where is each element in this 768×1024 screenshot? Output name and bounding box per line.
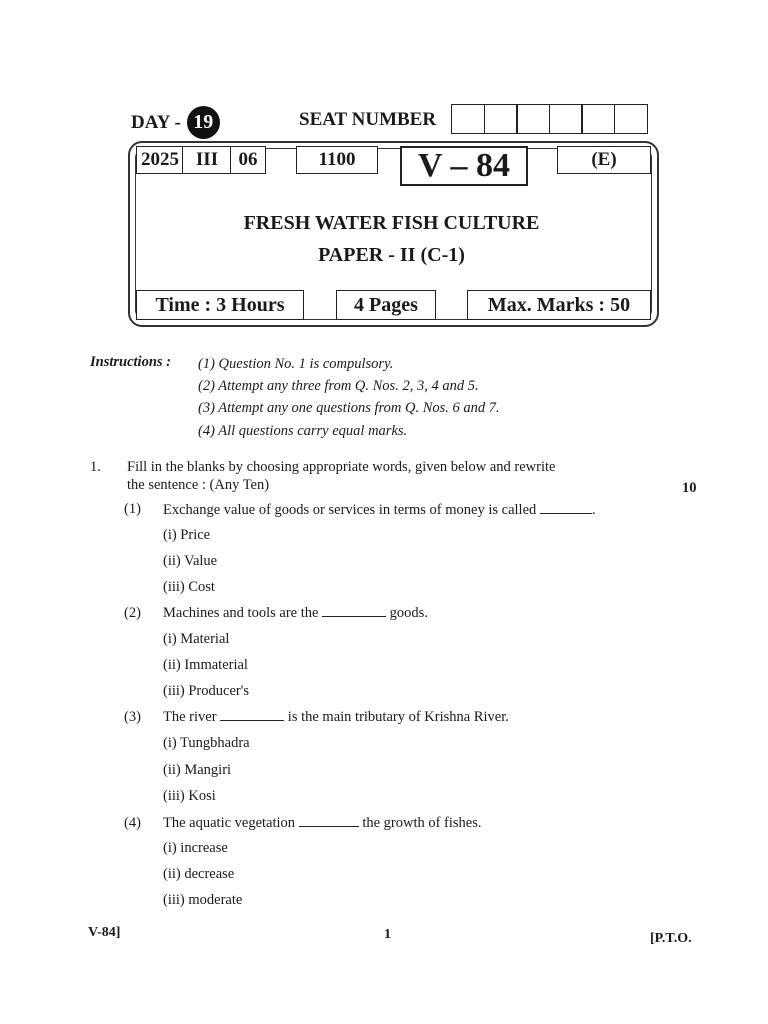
- answer-blank[interactable]: [220, 710, 284, 721]
- option: (i) increase: [163, 840, 228, 856]
- paper-title: PAPER - II (C-1): [318, 244, 465, 266]
- day-label: [131, 106, 220, 139]
- option: (i) Tungbhadra: [163, 735, 250, 751]
- option: (i) Price: [163, 527, 211, 543]
- subquestion-number: (2): [124, 605, 141, 621]
- instruction-item: (2) Attempt any three from Q. Nos. 2, 3, 4 and 5.: [198, 378, 479, 394]
- option: (ii) decrease: [163, 866, 235, 882]
- seat-box[interactable]: [451, 104, 485, 134]
- instruction-item: (1) Question No. 1 is compulsory.: [198, 356, 394, 372]
- answer-blank[interactable]: [299, 816, 359, 827]
- code-cell: 1100: [296, 146, 378, 174]
- seat-number-boxes[interactable]: [451, 104, 646, 134]
- question-text-line1: Fill in the blanks by choosing appropriate words, given below and rewrite: [127, 459, 556, 475]
- option: (ii) Immaterial: [163, 657, 248, 673]
- subquestion-text: The aquatic vegetation the growth of fishes.: [163, 815, 482, 831]
- subquestion-text: The river is the main tributary of Krishna River.: [163, 709, 509, 725]
- max-marks-cell: Max. Marks : 50: [467, 290, 651, 320]
- subquestion-number: (1): [124, 501, 141, 517]
- answer-blank[interactable]: [322, 606, 386, 617]
- time-cell: Time : 3 Hours: [136, 290, 304, 320]
- question-marks: 10: [682, 480, 697, 496]
- language-cell: (E): [557, 146, 651, 174]
- seat-box[interactable]: [581, 104, 615, 134]
- seat-box[interactable]: [516, 104, 550, 134]
- subquestion-number: (3): [124, 709, 141, 725]
- option: (i) Material: [163, 631, 230, 647]
- pages-cell: 4 Pages: [336, 290, 436, 320]
- subquestion-number: (4): [124, 815, 141, 831]
- instruction-item: (4) All questions carry equal marks.: [198, 423, 408, 439]
- seat-box[interactable]: [614, 104, 648, 134]
- answer-blank[interactable]: [540, 503, 592, 514]
- year-cell: 2025: [136, 146, 184, 174]
- roman-cell: III: [182, 146, 232, 174]
- subquestion-text: Exchange value of goods or services in terms of money is called .: [163, 502, 596, 518]
- question-number: 1.: [90, 459, 101, 475]
- seat-number-label: SEAT NUMBER: [299, 109, 437, 130]
- seat-box[interactable]: [549, 104, 583, 134]
- day-text: DAY -: [131, 111, 181, 133]
- instructions-heading: Instructions :: [90, 354, 171, 370]
- option: (ii) Value: [163, 553, 218, 569]
- instruction-item: (3) Attempt any one questions from Q. Nos. 6 and 7.: [198, 400, 500, 416]
- footer-paper-code: V-84]: [88, 925, 121, 940]
- option: (iii) Cost: [163, 579, 215, 595]
- please-turn-over: [P.T.O.: [650, 931, 692, 946]
- option: (iii) Kosi: [163, 788, 216, 804]
- question-text-line2: the sentence : (Any Ten): [127, 477, 270, 493]
- day-number-badge: 19: [187, 106, 220, 139]
- paper-code-box: V – 84: [400, 146, 528, 186]
- seat-box[interactable]: [484, 104, 518, 134]
- option: (iii) moderate: [163, 892, 243, 908]
- page-number: 1: [384, 927, 391, 942]
- subquestion-text: Machines and tools are the goods.: [163, 605, 428, 621]
- option: (iii) Producer's: [163, 683, 249, 699]
- subject-title: FRESH WATER FISH CULTURE: [243, 212, 540, 234]
- month-cell: 06: [230, 146, 266, 174]
- option: (ii) Mangiri: [163, 762, 232, 778]
